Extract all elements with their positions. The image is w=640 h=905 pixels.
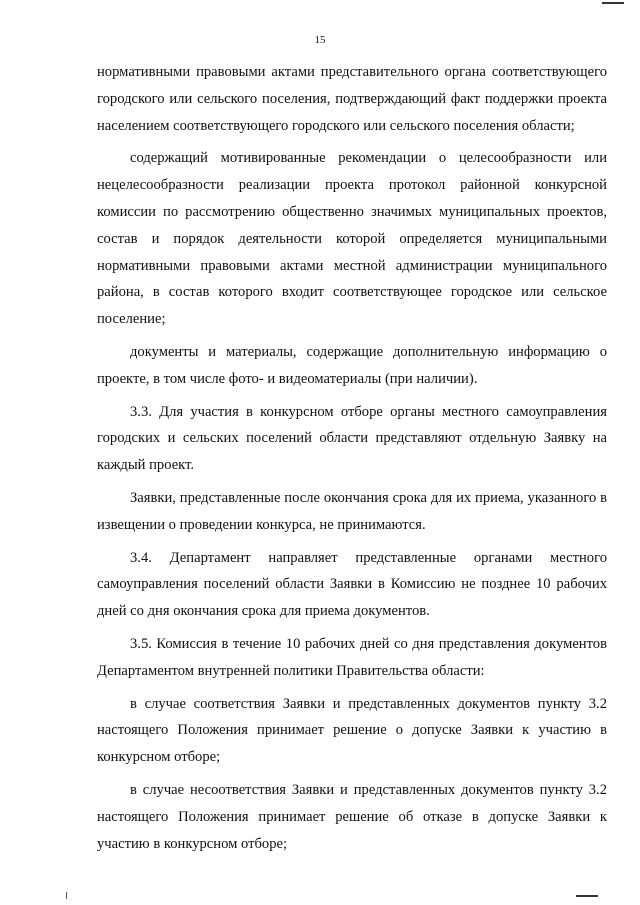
paragraph: 3.4. Департамент направляет представленные органами местного самоуправления поселений области Заявки в Комиссию не позднее 10 рабочих дней со дня окончания срока для приема документов. <box>97 549 607 620</box>
paragraph: в случае несоответствия Заявки и представленных документов пункту 3.2 настоящего Положения принимает решение об отказе в допуске Заявки к участию в конкурсном отборе; <box>97 781 607 852</box>
paragraph: содержащий мотивированные рекомендации о целесообразности или нецелесообразности реализации проекта протокол районной конкурсной комиссии по рассмотрению общественно значимых муниципальных проектов, состав и порядок деятельности которой определяется муниципальными нормативными правовыми актами местной администрации муниципального района, в состав которого входит соответствующее городское или сельское поселение; <box>97 150 607 328</box>
document-body <box>97 59 607 857</box>
scan-edge-mark <box>602 2 624 4</box>
paragraph: Заявки, представленные после окончания срока для их приема, указанного в извещении о проведении конкурса, не принимаются. <box>97 489 607 533</box>
paragraph: 3.5. Комиссия в течение 10 рабочих дней со дня представления документов Департаментом внутренней политики Правительства области: <box>97 635 607 679</box>
paragraph: документы и материалы, содержащие дополнительную информацию о проекте, в том числе фото- и видеоматериалы (при наличии). <box>97 343 607 387</box>
paragraph: 3.3. Для участия в конкурсном отборе органы местного самоуправления городских и сельских поселений области представляют отдельную Заявку на каждый проект. <box>97 403 607 474</box>
paragraph-continuation: нормативными правовыми актами представительного органа соответствующего городского или сельского поселения, подтверждающий факт поддержки проекта населением соответствующего городского или сельского поселения области; <box>97 64 607 134</box>
page-number: 15 <box>314 34 326 46</box>
scan-edge-tick <box>66 892 67 899</box>
scan-edge-mark <box>576 895 598 897</box>
paragraph: в случае соответствия Заявки и представленных документов пункту 3.2 настоящего Положения принимает решение о допуске Заявки к участию в конкурсном отборе; <box>97 695 607 766</box>
